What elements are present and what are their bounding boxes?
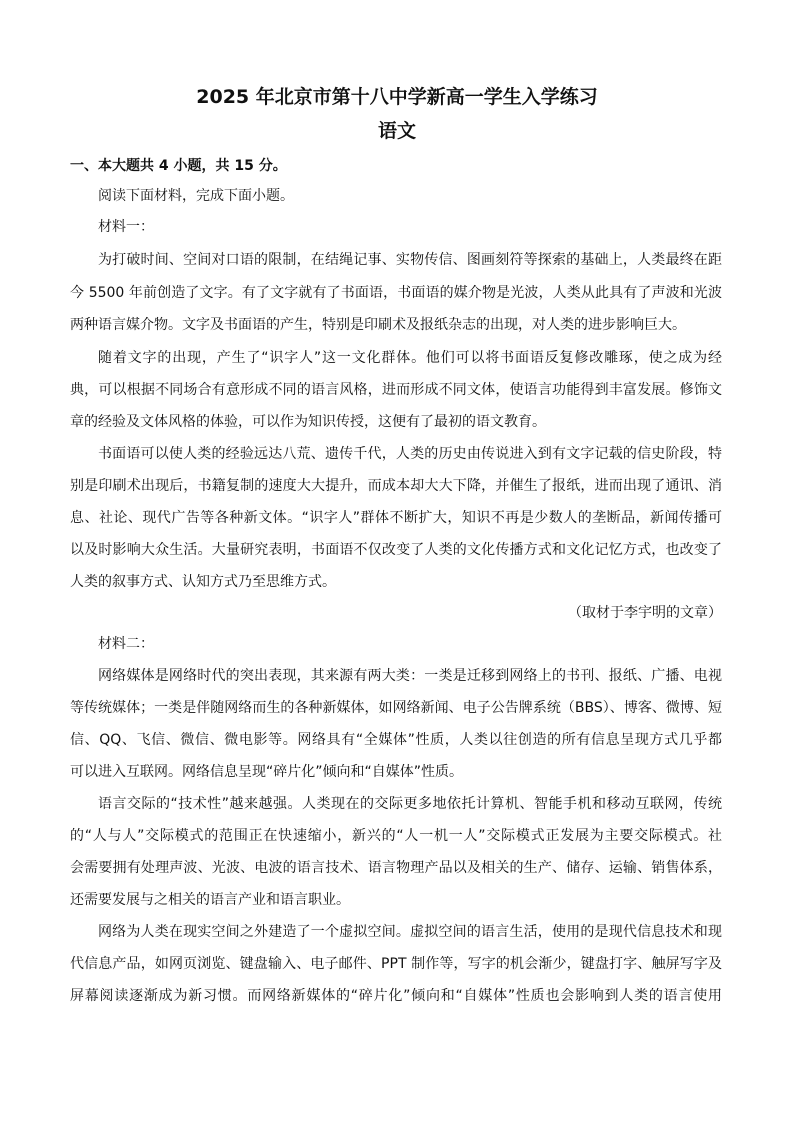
material1-p3-line: 人类的叙事方式、认知方式乃至思维方式。 — [70, 574, 336, 590]
material2-p3-line: 代信息产品，如网页浏览、键盘输入、电子邮件、PPT 制作等，写字的机会渐少，键盘打字、触屏写字及 — [70, 956, 722, 972]
material2-p3-line: 屏幕阅读逐渐成为新习惯。而网络新媒体的“碎片化”倾向和“自媒体”性质也会影响到人类的语言使用 — [70, 988, 722, 1004]
material2-p1-line: 可以进入互联网。网络信息呈现“碎片化”倾向和“自媒体”性质。 — [70, 764, 464, 780]
material2-p1-line: 等传统媒体；一类是伴随网络而生的各种新媒体，如网络新闻、电子公告牌系统（BBS）、博客、微博、短 — [70, 700, 722, 716]
subject-title: 语文 — [377, 120, 416, 142]
material1-label: 材料一： — [98, 219, 154, 235]
material2-p2-line: 还需要发展与之相关的语言产业和语言职业。 — [70, 892, 350, 908]
material1-p2-line: 典，可以根据不同场合有意形成不同的语言风格，进而形成不同文体，使语言功能得到丰富发展。修饰文 — [70, 382, 722, 398]
section-heading: 一、本大题共 4 小题，共 15 分。 — [70, 158, 287, 174]
material1-p2-line: 随着文字的出现，产生了“识字人”这一文化群体。他们可以将书面语反复修改雕琢，使之成为经 — [98, 350, 722, 366]
material2-p1-line: 信、QQ、飞信、微信、微电影等。网络具有“全媒体”性质，人类以往创造的所有信息呈现方式几乎都 — [70, 732, 722, 748]
material1-p3-line: 息、社论、现代广告等各种新文体。“识字人”群体不断扩大，知识不再是少数人的垄断品，新闻传播可 — [70, 510, 722, 526]
material2-p2-line: 会需要拥有处理声波、光波、电波的语言技术、语言物理产品以及相关的生产、储存、运输、销售体系， — [70, 860, 722, 876]
material1-source: （取材于李宇明的文章） — [568, 605, 722, 621]
material1-p3-line: 别是印刷术出现后，书籍复制的速度大大提升，而成本却大大下降，并催生了报纸，进而出现了通讯、消 — [70, 478, 722, 494]
material1-p2-line: 章的经验及文体风格的体验，可以作为知识传授，这便有了最初的语文教育。 — [70, 414, 546, 430]
exam-title: 2025 年北京市第十八中学新高一学生入学练习 — [196, 86, 598, 108]
material1-p1-line: 今 5500 年前创造了文字。有了文字就有了书面语，书面语的媒介物是光波，人类从此具有了声波和光波 — [70, 285, 722, 301]
material1-p3-line: 书面语可以使人类的经验远达八荒、遗传千代，人类的历史由传说进入到有文字记载的信史阶段，特 — [98, 446, 722, 462]
material2-p2-line: 的“人与人”交际模式的范围正在快速缩小，新兴的“人一机一人”交际模式正发展为主要交际模式。社 — [70, 828, 722, 844]
material2-p1-line: 网络媒体是网络时代的突出表现，其来源有两大类：一类是迁移到网络上的书刊、报纸、广播、电视 — [98, 668, 722, 684]
instruction-text: 阅读下面材料，完成下面小题。 — [98, 188, 294, 204]
material2-label: 材料二： — [98, 636, 154, 652]
material2-p3-line: 网络为人类在现实空间之外建造了一个虚拟空间。虚拟空间的语言生活，使用的是现代信息技术和现 — [98, 924, 722, 940]
material1-p1-line: 为打破时间、空间对口语的限制，在结绳记事、实物传信、图画刻符等探索的基础上，人类最终在距 — [98, 252, 722, 268]
material1-p1-line: 两种语言媒介物。文字及书面语的产生，特别是印刷术及报纸杂志的出现，对人类的进步影响巨大。 — [70, 317, 686, 333]
material1-p3-line: 以及时影响大众生活。大量研究表明，书面语不仅改变了人类的文化传播方式和文化记忆方式，也改变了 — [70, 542, 722, 558]
material2-p2-line: 语言交际的“技术性”越来越强。人类现在的交际更多地依托计算机、智能手机和移动互联网，传统 — [98, 796, 722, 812]
